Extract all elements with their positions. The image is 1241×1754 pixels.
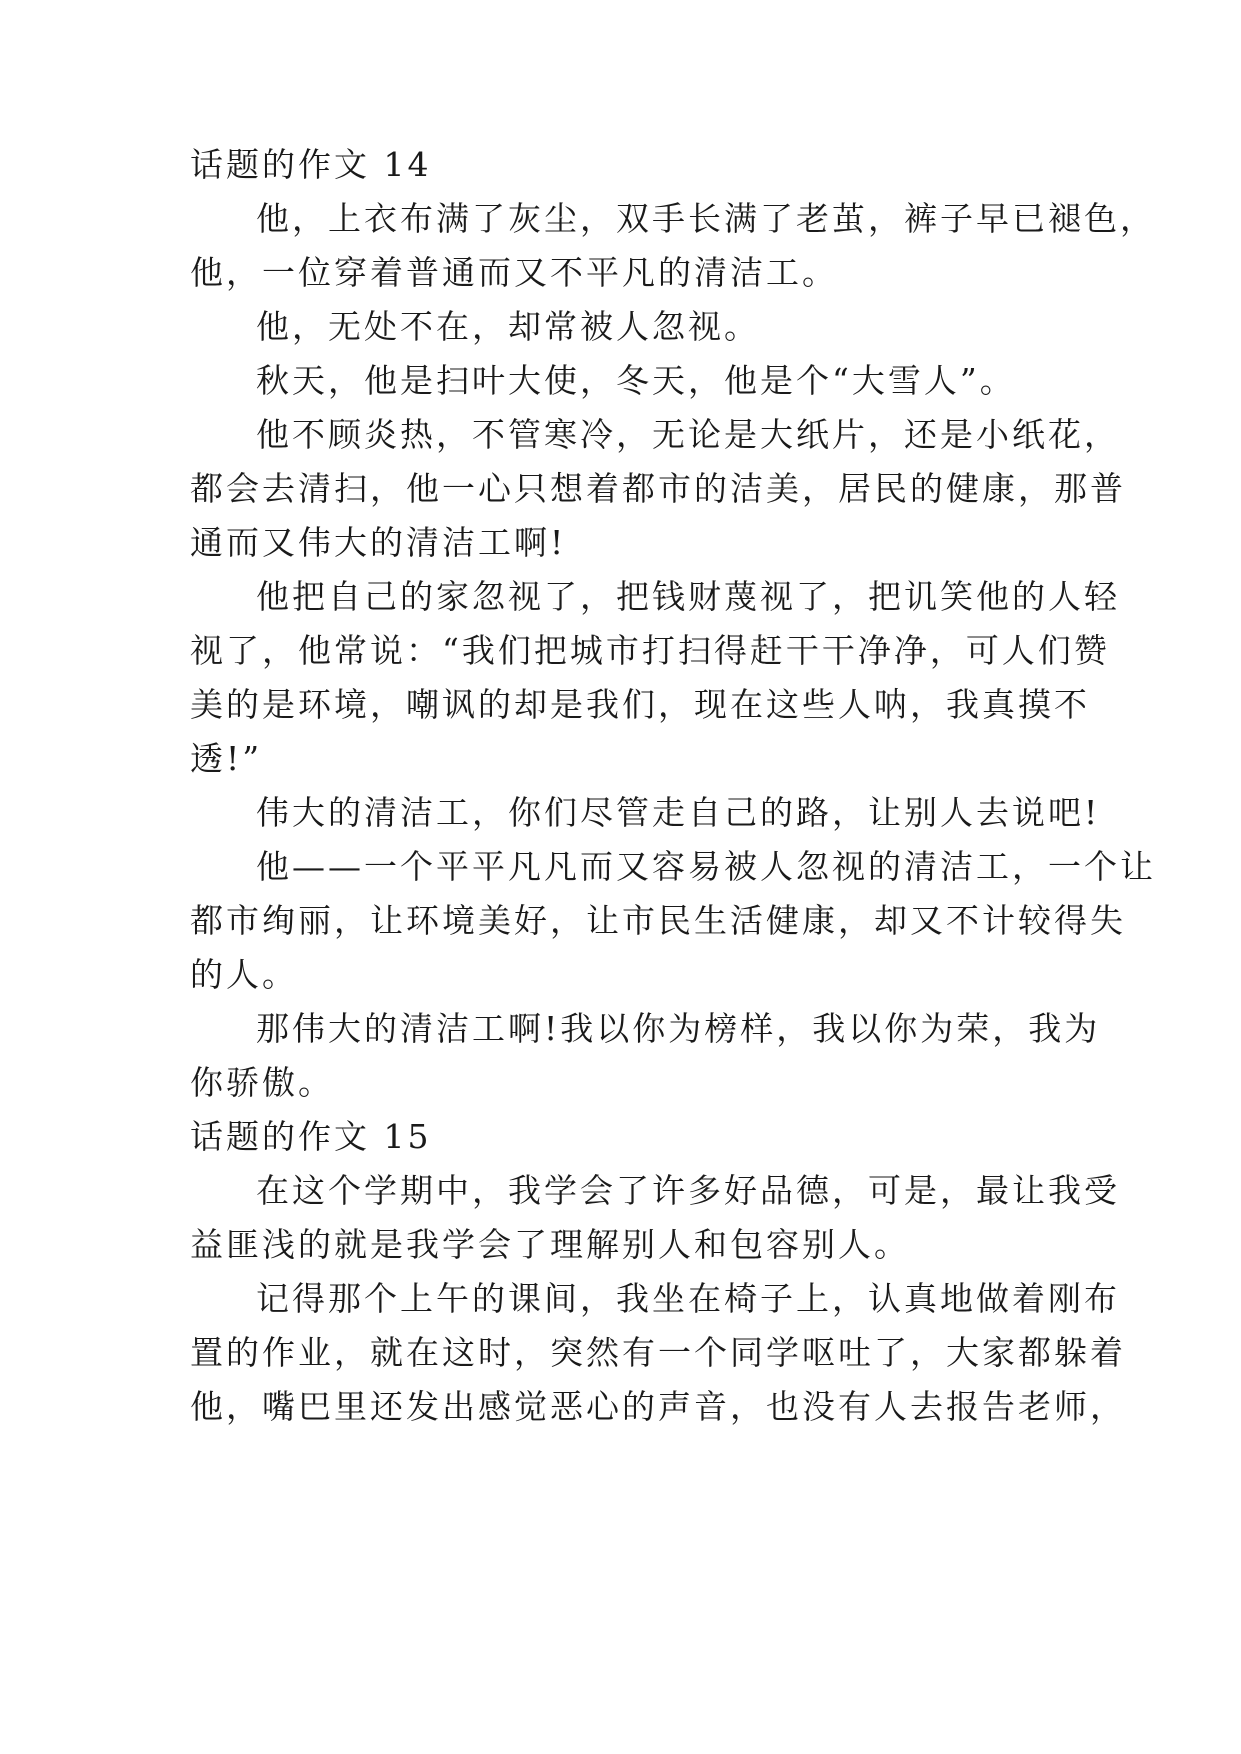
paragraph-line: 他，无处不在，却常被人忽视。	[256, 307, 760, 346]
paragraph-line: 秋天，他是扫叶大使，冬天，他是个“大雪人”。	[256, 361, 1016, 400]
paragraph-line: 的人。	[190, 955, 298, 994]
section-title: 话题的作文 14	[190, 145, 432, 184]
paragraph-line: 你骄傲。	[190, 1063, 334, 1102]
paragraph-line: 他，上衣布满了灰尘，双手长满了老茧，裤子早已褪色，	[256, 199, 1156, 238]
paragraph-line: 都市绚丽，让环境美好，让市民生活健康，却又不计较得失	[190, 901, 1126, 940]
paragraph-line: 视了，他常说：“我们把城市打扫得赶干干净净，可人们赞	[190, 631, 1110, 670]
paragraph-line: 置的作业，就在这时，突然有一个同学呕吐了，大家都躲着	[190, 1333, 1126, 1372]
paragraph-line: 记得那个上午的课间，我坐在椅子上，认真地做着刚布	[256, 1279, 1120, 1318]
paragraph-line: 在这个学期中，我学会了许多好品德，可是，最让我受	[256, 1171, 1120, 1210]
paragraph-line: 伟大的清洁工，你们尽管走自己的路，让别人去说吧!	[256, 793, 1101, 832]
paragraph-line: 益匪浅的就是我学会了理解别人和包容别人。	[190, 1225, 910, 1264]
paragraph-line: 他，嘴巴里还发出感觉恶心的声音，也没有人去报告老师，	[190, 1387, 1126, 1426]
paragraph-line: 他不顾炎热，不管寒冷，无论是大纸片，还是小纸花，	[256, 415, 1120, 454]
paragraph-line: 他，一位穿着普通而又不平凡的清洁工。	[190, 253, 838, 292]
paragraph-line: 他——一个平平凡凡而又容易被人忽视的清洁工，一个让	[256, 847, 1156, 886]
paragraph-line: 美的是环境，嘲讽的却是我们，现在这些人呐，我真摸不	[190, 685, 1090, 724]
paragraph-line: 通而又伟大的清洁工啊!	[190, 523, 567, 562]
paragraph-line: 透!”	[190, 739, 263, 778]
paragraph-line: 他把自己的家忽视了，把钱财蔑视了，把讥笑他的人轻	[256, 577, 1120, 616]
section-title: 话题的作文 15	[190, 1117, 432, 1156]
paragraph-line: 都会去清扫，他一心只想着都市的洁美，居民的健康，那普	[190, 469, 1126, 508]
paragraph-line: 那伟大的清洁工啊!我以你为榜样，我以你为荣，我为	[256, 1009, 1101, 1048]
